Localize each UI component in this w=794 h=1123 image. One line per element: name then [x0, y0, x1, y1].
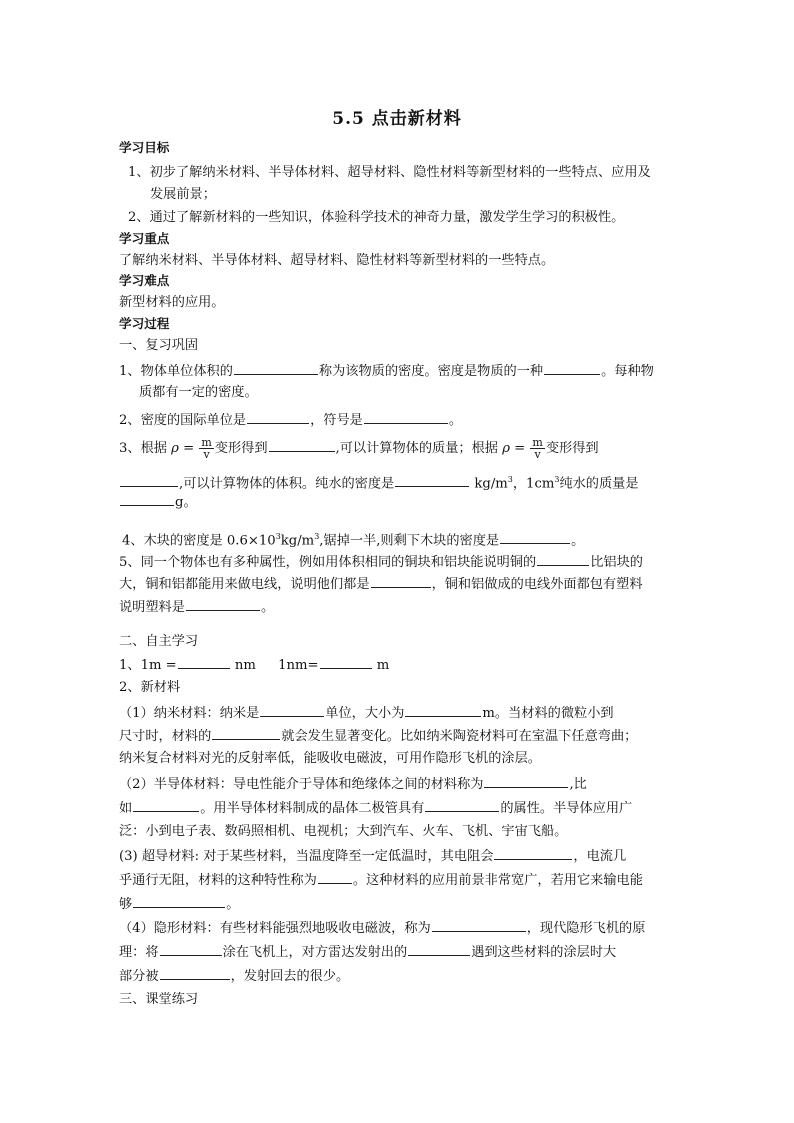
answer-blank[interactable] [160, 965, 230, 980]
superconductor-material: (3) 超导材料: 对于某些材料，当温度降至一定低温时，其电阻会 ，电流几 [119, 845, 675, 868]
new-materials-heading: 2、新材料 [119, 680, 181, 695]
answer-blank[interactable] [432, 917, 526, 932]
stealth-material-cont: 理：将 涂在飞机上，对方雷达发射出的 遇到这些材料的涂层时大 [119, 941, 675, 964]
answer-blank[interactable] [234, 360, 318, 375]
review-q3: 3、根据 ρ = $\frac{m}{v}$ 变形得到 ,可以计算物体的质量；根据 ρ = $\frac{m}{v}$ 变形得到 [119, 436, 599, 461]
semiconductor-material-cont: 如 。用半导体材料制成的晶体二极管具有 的属性。半导体应用广 [119, 797, 675, 820]
review-q5: 5、同一个物体也有多种属性，例如用体积相同的铜块和铝块能说明铜的 比铝块的 [119, 551, 675, 574]
stealth-material-cont2: 部分被 ，发射回去的很少。 [119, 965, 675, 988]
answer-blank[interactable] [212, 725, 280, 740]
difficulties-heading: 学习难点 [119, 273, 170, 288]
answer-blank[interactable] [318, 869, 352, 884]
review-q5-cont: 大，铜和铝都能用来做电线，说明他们都是 ，铜和铝做成的电线外面都包有塑料 [119, 573, 675, 596]
answer-blank[interactable] [269, 437, 335, 452]
semiconductor-material: （2）半导体材料：导电性能介于导体和绝缘体之间的材料称为 ,比 [119, 773, 675, 796]
density-formula: $\frac{m}{v}$ [201, 436, 212, 461]
answer-blank[interactable] [120, 472, 178, 487]
review-q3-cont: ,可以计算物体的体积。纯水的密度是 $kg/m^3$，$1cm^3$纯水的质量是 [119, 469, 675, 495]
difficulties-text: 新型材料的应用。 [119, 295, 225, 310]
answer-blank[interactable] [544, 360, 600, 375]
density-formula: $\frac{m}{v}$ [532, 436, 543, 461]
nano-material: （1）纳米材料：纳米是 单位，大小为 m。当材料的微粒小到 [119, 702, 675, 725]
review-q4: 4、木块的密度是 $0.6\times 10^3kg/m^3$,锯掉一半,则剩下木块的密度是 。 [122, 526, 678, 552]
objective-1: 1、初步了解纳米材料、半导体材料、超导材料、隐性材料等新型材料的一些特点、应用及 [128, 165, 651, 180]
answer-blank[interactable] [178, 654, 230, 669]
answer-blank[interactable] [160, 941, 222, 956]
key-points-heading: 学习重点 [119, 231, 170, 246]
stealth-material: （4）隐形材料：有些材料能强烈地吸收电磁波，称为 ，现代隐形飞机的原 [119, 917, 675, 940]
objective-1-cont: 发展前景； [150, 187, 216, 202]
answer-blank[interactable] [120, 491, 174, 506]
answer-blank[interactable] [405, 702, 481, 717]
superconductor-material-cont: 乎通行无阻，材料的这种特性称为 。这种材料的应用前景非常宽广，若用它来输电能 [119, 869, 675, 892]
answer-blank[interactable] [484, 773, 568, 788]
nano-material-cont: 尺寸时，材料的 就会发生显著变化。比如纳米陶瓷材料可在室温下任意弯曲； [119, 725, 675, 748]
answer-blank[interactable] [500, 529, 570, 544]
objectives-heading: 学习目标 [119, 140, 170, 155]
answer-blank[interactable] [364, 409, 448, 424]
practice-heading: 三、课堂练习 [119, 992, 199, 1007]
key-points-text: 了解纳米材料、半导体材料、超导材料、隐性材料等新型材料的一些特点。 [119, 253, 555, 268]
review-q5-cont2: 说明塑料是 。 [119, 596, 675, 619]
objective-2: 2、通过了解新材料的一些知识，体验科学技术的神奇力量，激发学生学习的积极性。 [128, 210, 625, 225]
answer-blank[interactable] [537, 551, 589, 566]
answer-blank[interactable] [371, 573, 431, 588]
review-q1: 1、物体单位体积的 称为该物质的密度。密度是物质的一种 。每种物 [119, 360, 675, 383]
review-q2: 2、密度的国际单位是 ，符号是 。 [119, 409, 675, 432]
answer-blank[interactable] [133, 797, 199, 812]
answer-blank[interactable] [133, 893, 225, 908]
answer-blank[interactable] [247, 409, 309, 424]
answer-blank[interactable] [260, 702, 324, 717]
answer-blank[interactable] [425, 797, 499, 812]
answer-blank[interactable] [186, 596, 260, 611]
review-heading: 一、复习巩固 [119, 338, 199, 353]
self-study-heading: 二、自主学习 [119, 634, 199, 649]
answer-blank[interactable] [494, 845, 572, 860]
answer-blank[interactable] [408, 941, 470, 956]
page-title: 5.5 点击新材料 [332, 109, 462, 129]
process-heading: 学习过程 [119, 316, 170, 331]
superconductor-material-cont2: 够 。 [119, 893, 675, 916]
unit-conversion: 1、1m = nm 1nm= m [119, 654, 675, 677]
answer-blank[interactable] [320, 654, 372, 669]
answer-blank[interactable] [395, 472, 469, 487]
review-q3-cont2: g。 [119, 491, 675, 514]
nano-material-cont2: 纳米复合材料对光的反射率低，能吸收电磁波，可用作隐形飞机的涂层。 [119, 751, 541, 766]
review-q1-cont: 质都有一定的密度。 [139, 385, 258, 400]
semiconductor-material-cont2: 泛：小到电子表、数码照相机、电视机；大到汽车、火车、飞机、宇宙飞船。 [119, 824, 568, 839]
